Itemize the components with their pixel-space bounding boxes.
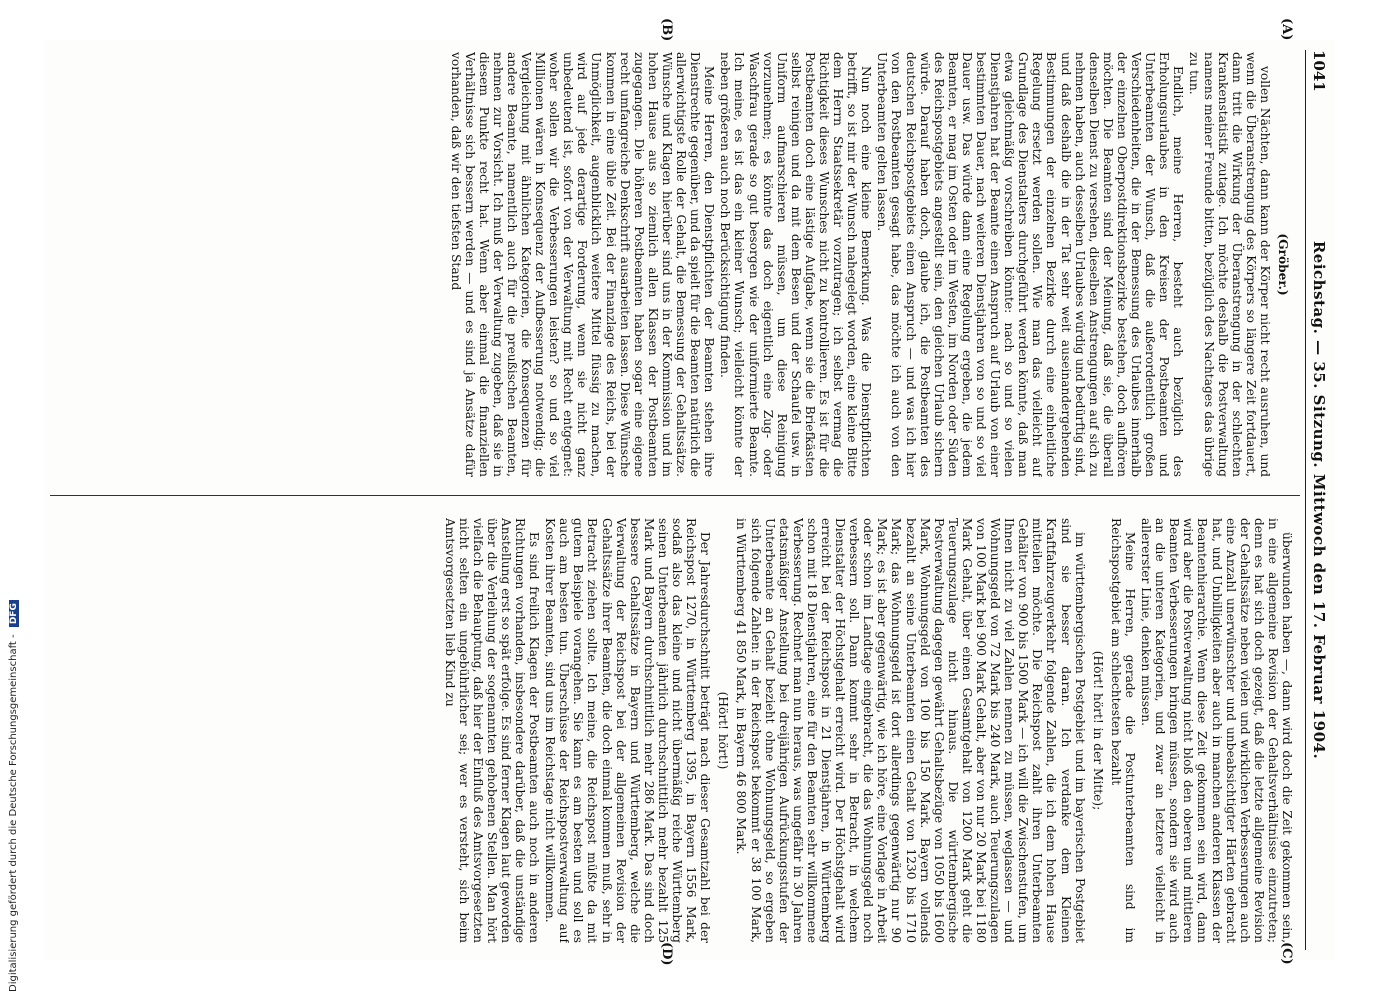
paragraph: Der Jahresdurchschnitt beträgt nach dieser Gesamtzahl bei der Reichspost 1270, in Württemberg 1395, in Bayern 1556 Mark, sodaß also das kleine und nicht übermäßig reiche Württemberg seinen Unterbeamten jährlich durchschnittlich mehr bezahlt 125 Mark und Bayern durchschnittlich mehr 286 Mark. Das sind doch bessere Gehaltssätze in Bayern und Württemberg, welche die Verwaltung der Reichspost bei der allgemeinen Revision der Gehaltssätze ihrer Beamten, die doch einmal kommen muß, sehr in Betracht ziehen sollte. Ich meine, die Reichspost müßte da mit gutem Beispiele vorangehen. Sie kann es am besten und soll es auch am besten tun. Überschüsse der Reichspostverwaltung auf Kosten ihrer Beamten, sind uns im Reichstage nicht willkommen. (543, 518, 713, 943)
speaker-label: (Gröber.) (1276, 233, 1290, 296)
margin-mark-c: (C) (1279, 942, 1294, 965)
margin-mark-b: (B) (659, 18, 674, 42)
paragraph: überwunden haben —, dann wird doch die Zeit gekommen sein, in eine allgemeine Revision der Gehaltsverhältnisse einzutreten; denn es hat sich doch gezeigt, daß die letzte allgemeine Revision der Gehaltssätze neben vielen und wirklichen Verbesserungen auch eine Anzahl unerwünschter und unbeabsichtigter Härten gebracht hat, und Unbilligkeiten aber auch in manchen anderen Klassen der Beamtenhierarchie. Wenn diese Zeit gekommen sein wird, dann wird aber die Postverwaltung nicht bloß den oberen und mittleren Beamten Verbesserungen bringen müssen, sondern sie wird auch an die unteren Kategorien, und zwar an letztere vielleicht in allererster Linie, denken müssen. (1139, 518, 1294, 943)
interjection: (Hört! hört!) (716, 691, 731, 770)
right-column (54, 518, 1294, 943)
column-divider (50, 495, 1300, 496)
paragraph: Meine Herren, den Dienstpflichten der Beamten stehen ihre Dienstrechte gegenüber, und da spielt für die Beamten natürlich die allerwichtigste Rolle der Gehalt, die Bemessung der Gehaltssätze. Wünsche und Klagen hierüber sind uns in der Kommission und im hohen Hause aus so ziemlich allen Klassen der Postbeamten zugegangen. Die höheren Postbeamten haben sogar eine eigene recht umfangreiche Denkschrift ausarbeiten lassen. Diese Wünsche kommen in eine üble Zeit. Bei der Finanzlage des Reichs, bei der Unmöglichkeit, augenblicklich weitere Mittel flüssig zu machen, wird auf jede derartige Forderung, wenn sie nicht ganz unbedeutend ist, sofort von der Verwaltung mit Recht entgegnet: woher sollen wir die Verbesserungen leisten? so und so viel Millionen wären in Konsequenz der Aufbesserung notwendig; die Vergleichung mit ähnlichen Kategorien, die Konsequenzen für andere Beamte, namentlich auch für die preußischen Beamten, nehmen zur Vorsicht. Ich muß der Verwaltung zugeben, daß sie in diesem Punkte recht hat. Wenn aber einmal die finanziellen Verhältnisse sich bessern werden — und es sind ja Ansätze dafür vorhanden, daß wir den tiefsten Stand (448, 52, 717, 477)
credit-text: Digitalisierung gefördert durch die Deutsche Forschungsgemeinschaft - (8, 634, 19, 992)
left-column (54, 52, 1294, 477)
paragraph: Endlich, meine Herren, besteht auch bezüglich des Erholungsurlaubes in den Kreisen der Postbeamten und Unterbeamten der Wunsch, daß die außerordentlich großen Verschiedenheiten, die in der Bemessung des Urlaubes innerhalb der einzelnen Oberpostdirektionsbezirke bestehen, doch aufhören möchten. Die Beamten sind der Meinung, daß sie, die überall denselben Dienst zu versehen, dieselben Anstrengungen auf sich zu nehmen haben, auch desselben Urlaubes würdig und bedürftig sind, und daß deshalb die in der Tat sehr weit auseinandergehenden Bestimmungen der einzelnen Bezirke durch eine einheitliche Regelung ersetzt werden sollen. Wie man das vielleicht auf Grundlage des Dienstalters durchgeführt werden könnte, daß man etwa gleichmäßig vorschreiben könnte: nach so und so vielen Dienstjahren hat der Beamte einen Anspruch auf Urlaub von einer bestimmten Dauer, nach weiteren Dienstjahren von so und so viel Dauer usw. Das würde dann eine Regelung ergeben, die jedem Beamten, er mag im Osten oder im Westen, im Norden oder Süden des Reichspostgebiets angestellt sein, den gleichen Urlaub sichern würde. Darauf haben doch, glaube ich, die Postbeamten des deutschen Reichspostgebiets einen Anspruch — und was ich hier von den Postbeamten gesagt habe, das möchte ich auch von den Unterbeamten gelten lassen. (875, 52, 1186, 477)
paragraph: Meine Herren, gerade die Postunterbeamten sind im Reichspostgebiet am schlechtesten bezahlt (1108, 518, 1137, 943)
paragraph: Es sind freilich Klagen der Postbeamten auch noch in anderen Richtungen vorhanden, insbesondere darüber, daß die unständige Anstellung erst so spät erfolge. Es sind ferner Klagen laut geworden über die Verleihung der sogenannten gehobenen Stellen. Man hört vielfach die Behauptung, daß hier der Einfluß des Amtsvorgesetzten nicht selten ein ungebührlicher sei; wer es versteht, sich beim Amtsvorgesetzten lieb Kind zu (442, 518, 542, 943)
paragraph: im württembergischen Postgebiet und im bayerischen Postgebiet sind sie besser daran. Ich verdanke dem Kleinen Kraftfahrzeugverkehr folgende Zahlen, die ich dem hohen Hause mitteilen möchte. Die Reichspost zahlt ihren Unterbeamten Gehälter von 900 bis 1500 Mark — ich will die Zwischenstufen, um Ihnen nicht zu viel Zahlen nennen zu müssen, weglassen — und Wohnungsgeld von 72 Mark bis 240 Mark, auch Teuerungszulagen von 100 Mark bei 900 Mark Gehalt, aber von nur 20 Mark bei 1180 Mark Gehalt, über einen Gesamtgehalt von 1200 Mark geht die Teuerungszulage nicht hinaus. Die württembergische Postverwaltung dagegen gewährt Gehaltsbezüge von 1050 bis 1600 Mark, Wohnungsgeld von 100 bis 150 Mark. Bayern vollends bezahlt an seine Unterbeamten einen Gehalt von 1230 bis 1710 Mark; das Wohnungsgeld ist dort allerdings gegenwärtig nur 90 Mark; es ist aber gegenwärtig, wie ich höre, eine Vorlage in Arbeit oder schon im Landtage eingebracht, die das Wohnungsgeld noch verbessern soll. Dann kommt sehr in Betracht, in welchem Dienstalter der Höchstgehalt erreicht wird. Der Höchstgehalt wird erreicht bei der Reichspost in 21 Dienstjahren, in Württemberg schon mit 18 Dienstjahren, eine für den Beamten sehr willkommene Verbesserung. Rechnet man nun heraus, was ungefähr in 30 Jahren etatsmäßiger Anstellung bei dreijährigen Aufrückungsstufen der Unterbeamte an Gehalt bezieht ohne Wohnungsgeld, so ergeben sich folgende Zahlen: in der Reichspost bekommt er 38 100 Mark, in Württemberg 41 850 Mark, in Bayern 46 800 Mark. (734, 518, 1087, 943)
interjection: (Hört! hört! in der Mitte); (1090, 650, 1105, 811)
rotated-newspaper-page (44, 18, 1334, 966)
paragraph: Nun noch eine kleine Bemerkung. Was die Dienstpflichten betrifft, so ist mir der Wunsch nahegelegt worden, eine kleine Bitte dem Herrn Staatssekretär vorzutragen; ich selbst vermag die Richtigkeit dieses Wunsches nicht zu kontrollieren. Es ist für die Postbeamten doch eine lästige Aufgabe, wenn sie die Briefkästen selbst reinigen und da mit dem Besen und der Schaufel usw. in Uniform aufmarschieren müssen, um diese Reinigung vorzunehmen; es könnte das doch eigentlich eine Zug- oder Waschfrau gerade so gut besorgen wie der uniformierte Beamte. Ich meine, es ist das ein kleiner Wunsch; vielleicht könnte der neben größeren auch noch Berücksichtigung finden. (718, 52, 874, 477)
margin-mark-a: (A) (1279, 18, 1294, 41)
paragraph: vollen Nächten, dann kann der Körper nicht recht ausruhen, und wenn die Überanstrengung des Körpers so längere Zeit fortdauert, dann tritt die Wirkung der Überanstrengung in der schlechten Krankenstatistik zutage. Ich möchte deshalb die Postverwaltung namens meiner Freunde bitten, bezüglich des Nachtages das übrige zu tun. (1187, 52, 1272, 477)
margin-mark-d: (D) (659, 942, 674, 966)
running-title: Reichstag. — 35. Sitzung. Mittwoch den 17. Februar 1904. (1310, 240, 1328, 760)
digitization-credit (8, 8, 22, 992)
page-number: 1041 (1310, 50, 1328, 92)
page-header (1305, 50, 1332, 950)
dfg-logo: DFG (9, 600, 19, 627)
